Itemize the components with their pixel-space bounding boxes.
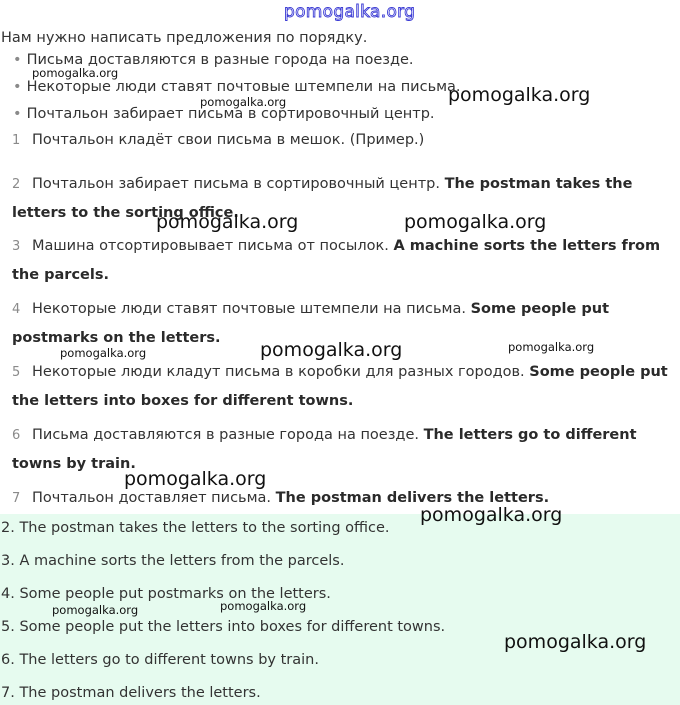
step-russian: Машина отсортировывает письма от посылок. [32,238,389,254]
watermark: pomogalka.org [504,631,647,653]
intro-text: Нам нужно написать предложения по порядку. [1,30,368,46]
bullet-item: • Почтальон забирает письма в сортировочный центр. [13,106,435,122]
watermark: pomogalka.org [156,211,299,233]
step-number: 4 [12,302,21,317]
watermark: pomogalka.org [200,95,287,109]
step-english: The postman takes the letters to the sorting office. [12,176,633,221]
step-7 [12,484,680,513]
answer-line: 4. Some people put postmarks on the letters. [1,586,331,602]
step-number: 1 [12,133,21,148]
answer-line: 6. The letters go to different towns by train. [1,652,319,668]
answer-line: 7. The postman delivers the letters. [1,685,261,701]
step-5 [12,358,680,415]
step-3 [12,232,680,289]
step-english: A machine sorts the letters from the parcels. [12,238,661,283]
answer-line: 5. Some people put the letters into boxes for different towns. [1,619,446,635]
watermark: pomogalka.org [448,84,591,106]
step-english: Some people put postmarks on the letters. [12,301,610,346]
watermark: pomogalka.org [32,66,119,80]
header-watermark: pomogalka.org [284,2,416,22]
step-russian: Почтальон забирает письма в сортировочный центр. [32,176,440,192]
step-number: 5 [12,365,21,380]
step-russian: Письма доставляются в разные города на поезде. [32,427,419,443]
watermark: pomogalka.org [220,599,307,613]
bullet-item: • Письма доставляются в разные города на поезде. [13,52,414,68]
step-english: The letters go to different towns by train. [12,427,637,472]
step-english: The postman delivers the letters. [275,490,550,506]
answer-line: 2. The postman takes the letters to the sorting office. [1,520,390,536]
watermark: pomogalka.org [420,504,563,526]
step-number: 7 [12,491,21,506]
step-number: 6 [12,428,21,443]
step-number: 3 [12,239,21,254]
watermark: pomogalka.org [124,468,267,490]
watermark: pomogalka.org [404,211,547,233]
step-russian: Некоторые люди кладут письма в коробки для разных городов. [32,364,525,380]
step-2 [12,170,680,227]
answer-line: 3. A machine sorts the letters from the parcels. [1,553,345,569]
step-russian: Почтальон доставляет письма. [32,490,272,506]
bullet-item: • Некоторые люди ставят почтовые штемпели на письма. [13,79,461,95]
watermark: pomogalka.org [260,339,403,361]
step-6 [12,421,680,478]
step-1 [12,126,680,155]
step-russian: Некоторые люди ставят почтовые штемпели на письма. [32,301,466,317]
step-english: Some people put the letters into boxes for different towns. [12,364,668,409]
watermark: pomogalka.org [60,346,147,360]
watermark: pomogalka.org [508,340,595,354]
watermark: pomogalka.org [52,603,139,617]
step-number: 2 [12,177,21,192]
step-russian: Почтальон кладёт свои письма в мешок. (Пример.) [32,132,425,148]
